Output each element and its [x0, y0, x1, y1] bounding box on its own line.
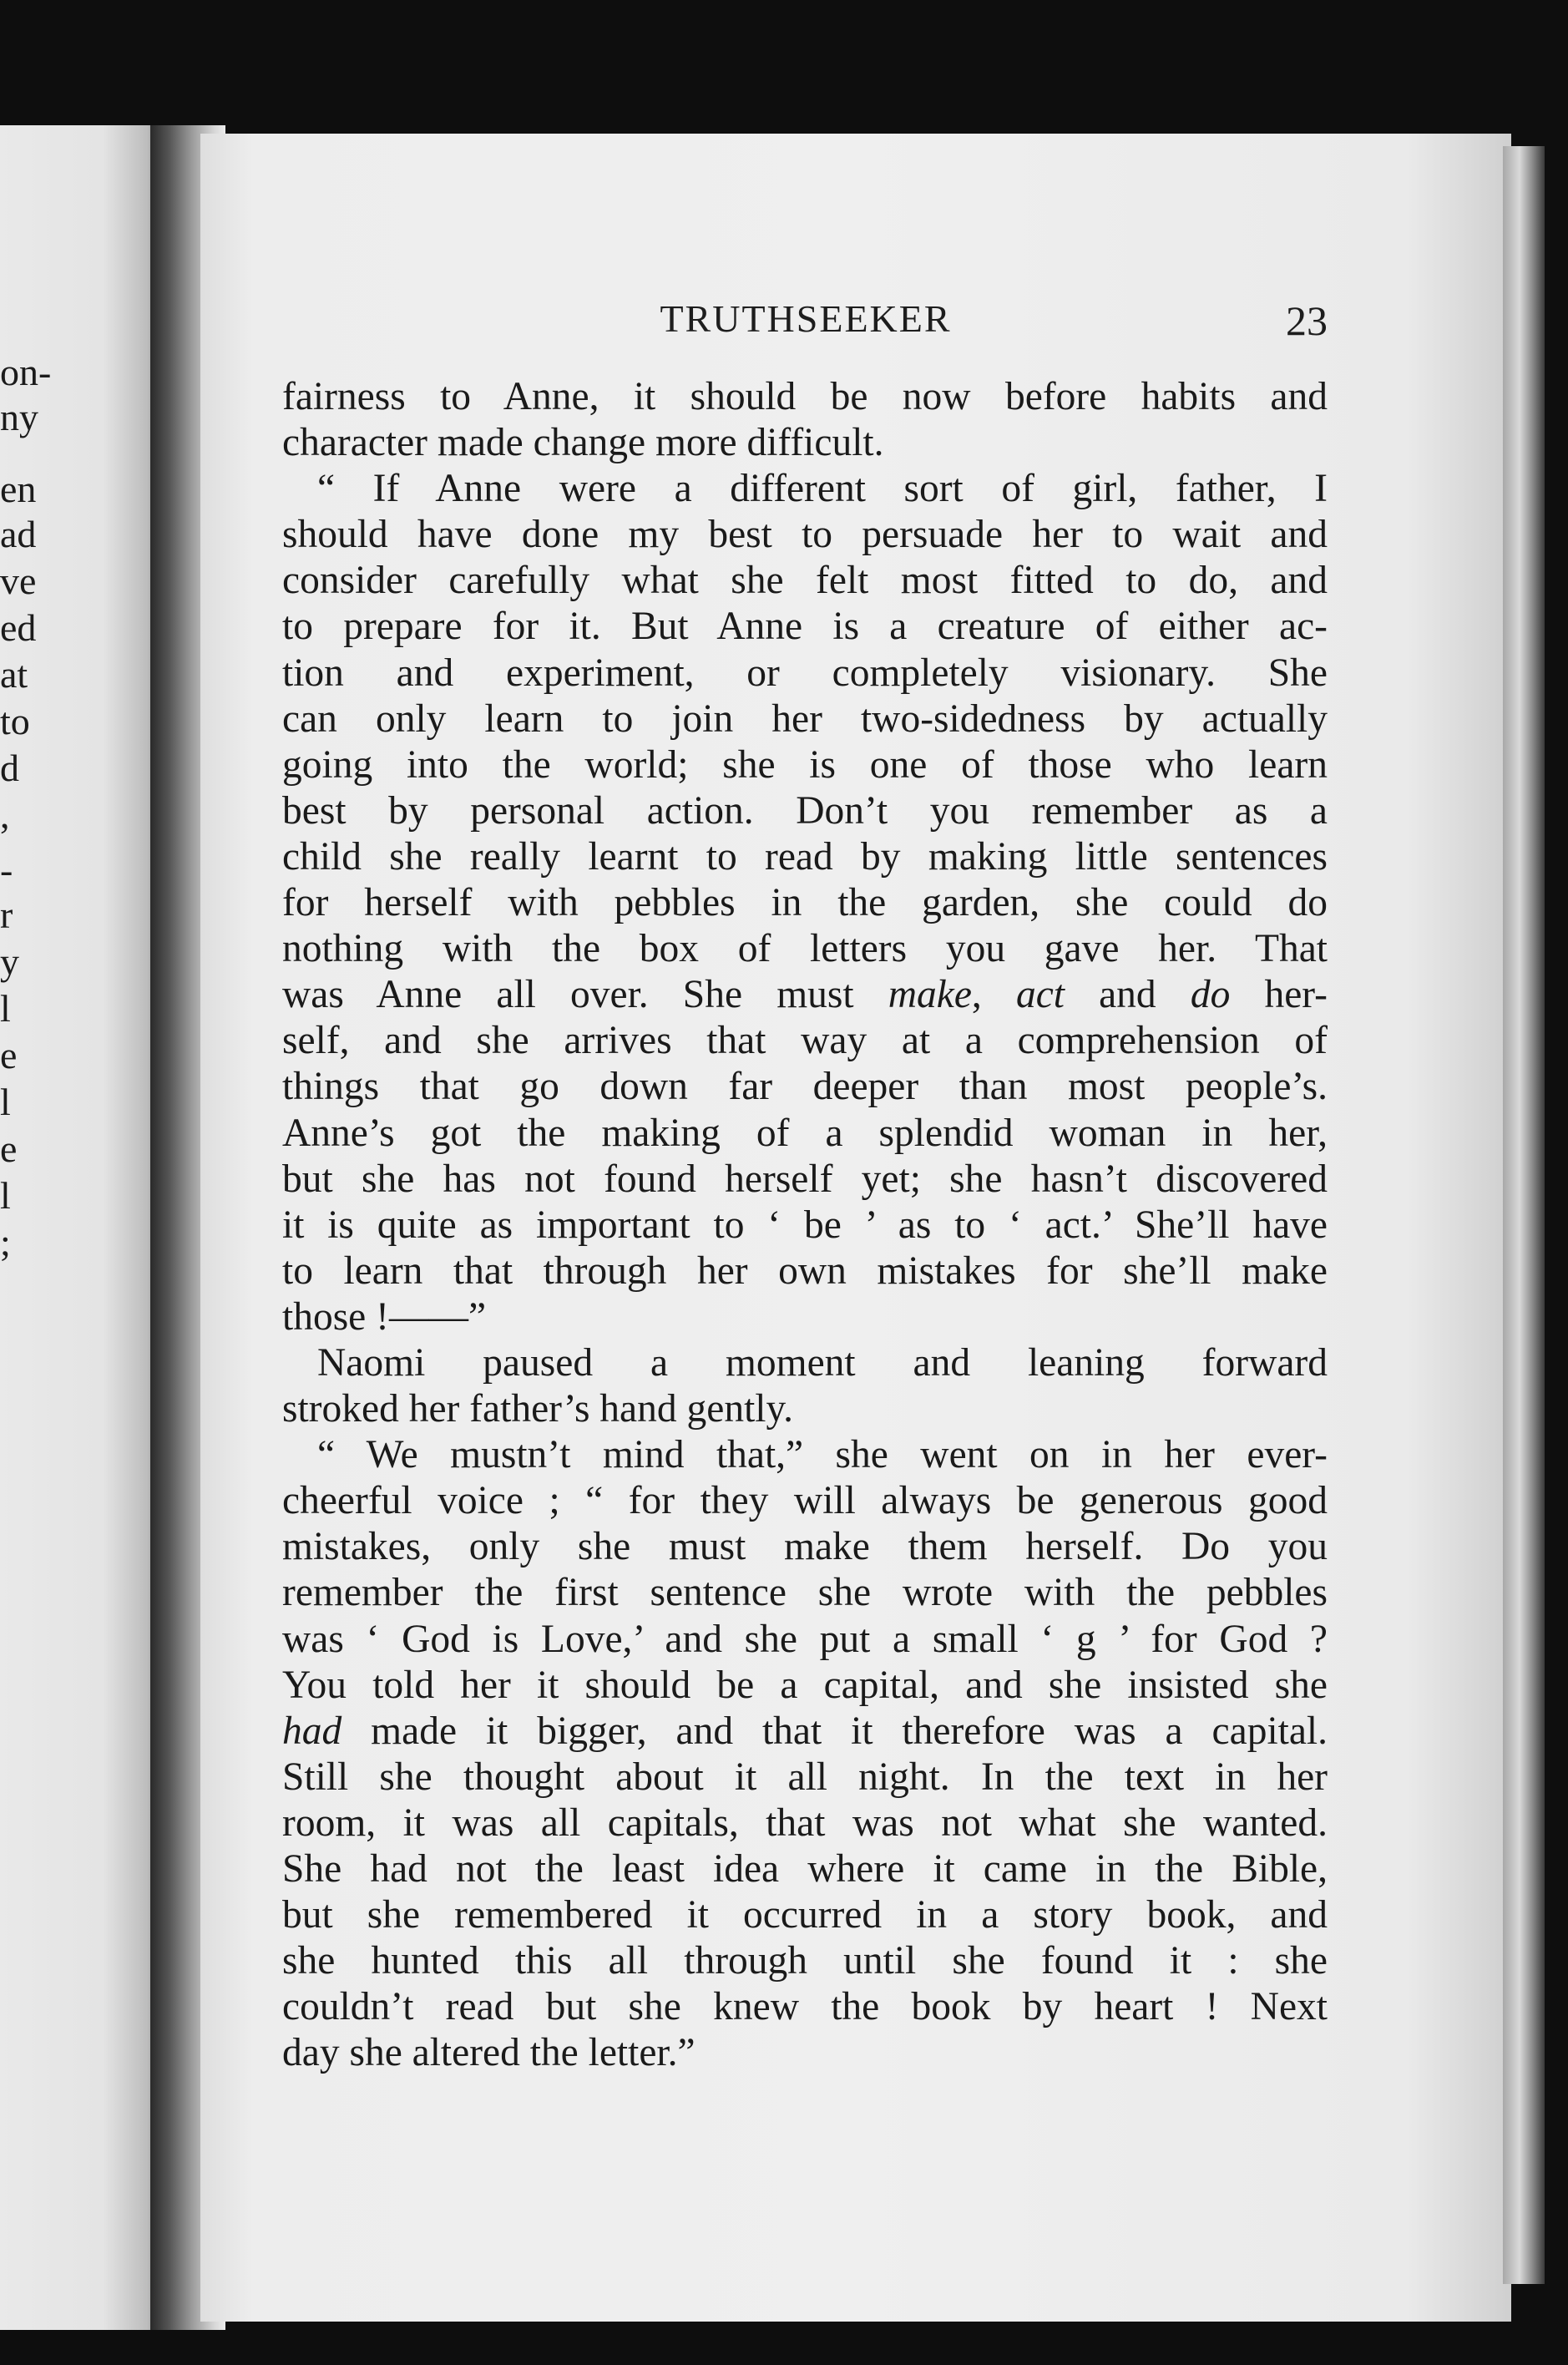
left-fragment: l [0, 987, 11, 1030]
left-facing-page [0, 125, 171, 2330]
left-fragment: to [0, 700, 30, 742]
left-fragment: ny [0, 396, 38, 438]
text-line [282, 972, 1328, 1018]
text-line: it is quite as important to ‘ be ’ as to ‘ act.’ She’ll have [282, 1203, 1328, 1247]
text-line: she hunted this all through until she found it : she [282, 1939, 1328, 1983]
running-title: TRUTHSEEKER [660, 297, 952, 340]
left-fragment: r [0, 894, 13, 936]
left-fragment: en [0, 468, 37, 510]
text-line: those !——” [282, 1294, 487, 1339]
italic-word: make [888, 973, 972, 1017]
running-head [284, 296, 1328, 355]
text-line: character made change more difficult. [282, 421, 884, 465]
left-fragment: on- [0, 351, 52, 393]
text-line: should have done my best to persuade her to wait and [282, 513, 1328, 557]
italic-word: do [1190, 973, 1231, 1017]
line-part: was Anne all over. She must make, act and do her- [282, 973, 1328, 1017]
text-line: going into the world; she is one of those who learn [282, 742, 1328, 787]
text-line: “ If Anne were a different sort of girl, father, I [317, 467, 1328, 511]
left-fragment: , [0, 793, 10, 836]
text-line: fairness to Anne, it should be now before habits and [282, 375, 1328, 418]
left-fragment: - [0, 848, 13, 891]
text-line: to learn that through her own mistakes for she’ll make [282, 1248, 1328, 1293]
left-fragment: e [0, 1127, 18, 1170]
left-fragment: ; [0, 1221, 11, 1264]
text-line: but she has not found herself yet; she hasn’t discovered [282, 1157, 1328, 1201]
left-fragment: l [0, 1081, 11, 1123]
text-line: remember the first sentence she wrote with the pebbles [282, 1571, 1328, 1615]
text-line: best by personal action. Don’t you remember as a [282, 788, 1328, 833]
left-fragment: e [0, 1034, 18, 1076]
left-fragment: y [0, 940, 19, 983]
italic-word: had [282, 1709, 342, 1753]
text-line: mistakes, only she must make them herself. Do you [282, 1525, 1328, 1569]
page-edge-shadow [1503, 146, 1545, 2284]
left-fragment: l [0, 1174, 11, 1217]
text-line: room, it was all capitals, that was not what she wanted. [282, 1800, 1328, 1845]
text-line: “ We mustn’t mind that,” she went on in her ever- [317, 1433, 1328, 1477]
left-fragment: at [0, 653, 28, 696]
text-line: nothing with the box of letters you gave her. That [282, 927, 1328, 971]
text-line: You told her it should be a capital, and she insisted she [282, 1663, 1328, 1707]
text-line: self, and she arrives that way at a comprehension of [282, 1019, 1328, 1063]
text-line: things that go down far deeper than most people’s. [282, 1065, 1328, 1109]
text-line: cheerful voice ; “ for they will always be generous good [282, 1479, 1328, 1523]
text-line: for herself with pebbles in the garden, she could do [282, 881, 1328, 925]
text-line: She had not the least idea where it came in the Bible, [282, 1847, 1328, 1891]
text-line: stroked her father’s hand gently. [282, 1387, 794, 1431]
text-line: Naomi paused a moment and leaning forward [317, 1340, 1328, 1385]
text-line: child she really learnt to read by making little sentences [282, 834, 1328, 879]
text-line: couldn’t read but she knew the book by heart ! Next [282, 1985, 1328, 2029]
left-fragment: ed [0, 606, 37, 649]
text-line: but she remembered it occurred in a story book, and [282, 1893, 1328, 1937]
left-fragment: d [0, 747, 19, 789]
text-line: was ‘ God is Love,’ and she put a small ‘ g ’ for God ? [282, 1617, 1328, 1661]
left-fragment: ve [0, 560, 37, 602]
text-line: tion and experiment, or completely visionary. She [282, 651, 1328, 695]
left-fragment: ad [0, 513, 37, 555]
text-line: had made it bigger, and that it therefore was a capital. [282, 1709, 1328, 1753]
text-line: can only learn to join her two-sidedness by actually [282, 696, 1328, 741]
text-line: consider carefully what she felt most fitted to do, and [282, 559, 1328, 603]
text-line: day she altered the letter.” [282, 2031, 695, 2075]
text-line: Anne’s got the making of a splendid woman in her, [282, 1111, 1328, 1155]
italic-word: act [1015, 973, 1065, 1017]
text-line: Still she thought about it all night. In the text in her [282, 1755, 1328, 1799]
page-number: 23 [1286, 297, 1328, 344]
text-line: to prepare for it. But Anne is a creature of either ac- [282, 605, 1328, 649]
body-text [282, 374, 1328, 2076]
